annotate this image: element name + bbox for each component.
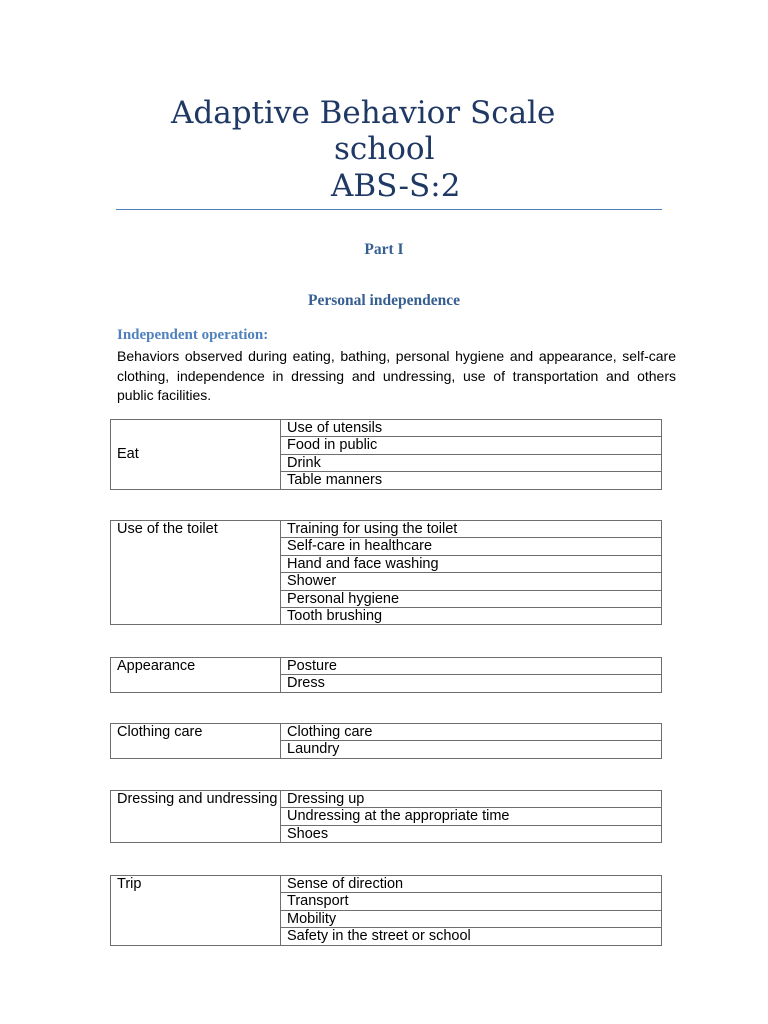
item-cell: Table manners (281, 472, 662, 489)
item-cell: Laundry (281, 741, 662, 758)
table-row (111, 521, 662, 538)
item-cell: Clothing care (281, 724, 662, 741)
item-cell: Use of utensils (281, 420, 662, 437)
section-heading: Personal independence (308, 292, 460, 309)
part-heading: Part I (364, 241, 404, 258)
item-cell: Shower (281, 573, 662, 590)
table-use-of-the-toilet (110, 520, 662, 625)
item-cell: Training for using the toilet (281, 521, 662, 538)
table-row (111, 420, 662, 437)
item-cell: Hand and face washing (281, 555, 662, 572)
item-cell: Mobility (281, 910, 662, 927)
table-row (111, 658, 662, 675)
category-cell: Clothing care (111, 724, 281, 759)
item-cell: Dressing up (281, 791, 662, 808)
subsection-heading: Independent operation: (117, 327, 269, 343)
item-cell: Dress (281, 675, 662, 692)
document-title-line-3: ABS-S:2 (331, 168, 461, 204)
category-cell: Use of the toilet (111, 521, 281, 625)
table-appearance (110, 657, 662, 693)
item-cell: Drink (281, 454, 662, 471)
item-cell: Shoes (281, 825, 662, 842)
table-dressing-and-undressing (110, 790, 662, 843)
table-row (111, 876, 662, 893)
document-title-line-2: school (334, 131, 435, 167)
table-trip (110, 875, 662, 946)
document-title-line-1: Adaptive Behavior Scale (171, 95, 556, 131)
item-cell: Transport (281, 893, 662, 910)
table-clothing-care (110, 723, 662, 759)
category-cell: Eat (111, 420, 281, 490)
item-cell: Posture (281, 658, 662, 675)
item-cell: Safety in the street or school (281, 928, 662, 945)
category-cell: Trip (111, 876, 281, 946)
item-cell: Sense of direction (281, 876, 662, 893)
category-cell: Appearance (111, 658, 281, 693)
title-divider (116, 209, 662, 210)
item-cell: Food in public (281, 437, 662, 454)
item-cell: Self-care in healthcare (281, 538, 662, 555)
table-row (111, 791, 662, 808)
table-eat (110, 419, 662, 490)
table-row (111, 724, 662, 741)
item-cell: Tooth brushing (281, 608, 662, 625)
category-cell: Dressing and undressing (111, 791, 281, 843)
item-cell: Personal hygiene (281, 590, 662, 607)
item-cell: Undressing at the appropriate time (281, 808, 662, 825)
description-paragraph: Behaviors observed during eating, bathing, personal hygiene and appearance, self-care clothing, independence in dressing and undressing, use of transportation and others public facilities. (117, 348, 676, 403)
